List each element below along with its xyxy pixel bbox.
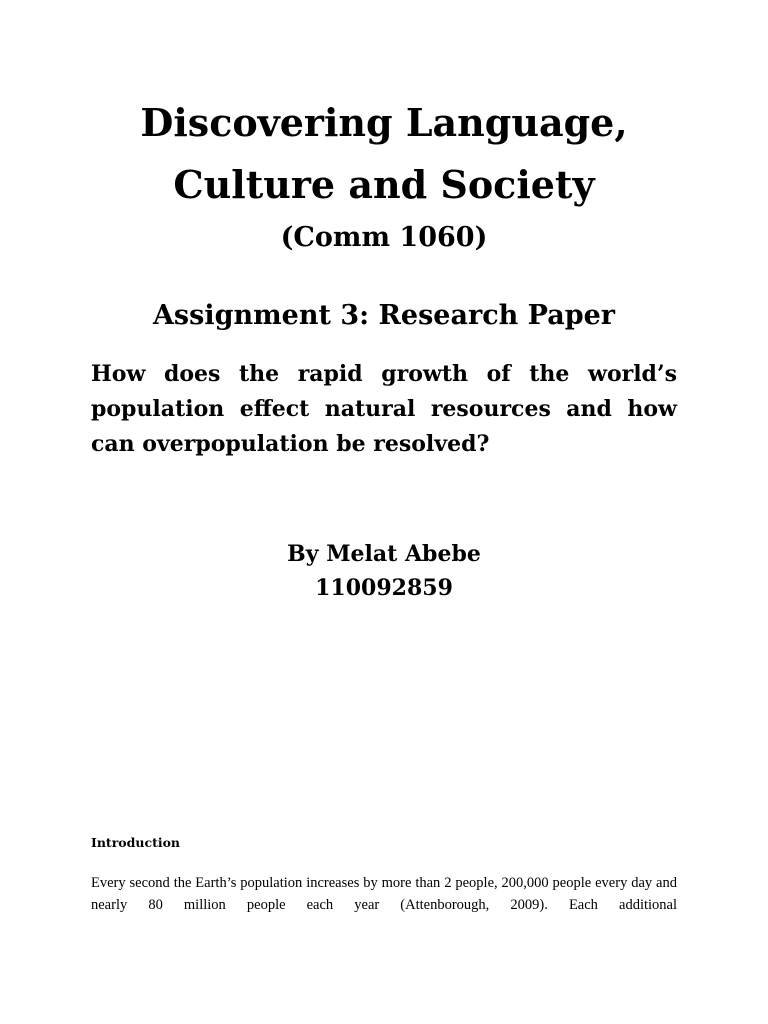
title-line-1: Discovering Language,: [140, 100, 628, 145]
assignment-title: Assignment 3: Research Paper: [152, 300, 616, 331]
intro-paragraph: Every second the Earth’s population increases by more than 2 people, 200,000 people every day and nearly 80 million people each year (Attenborough, 2009). Each additional: [91, 875, 677, 913]
document-title: [60, 92, 708, 216]
section-heading: Introduction: [91, 835, 181, 850]
research-question: How does the rapid growth of the world’s population effect natural resources and how can overpopulation be resolved?: [91, 361, 677, 457]
author-name: By Melat Abebe: [287, 541, 481, 567]
course-code: (Comm 1060): [280, 222, 488, 253]
author-block: [60, 537, 708, 605]
title-line-2: Culture and Society: [173, 162, 595, 207]
student-id: 110092859: [315, 575, 453, 601]
